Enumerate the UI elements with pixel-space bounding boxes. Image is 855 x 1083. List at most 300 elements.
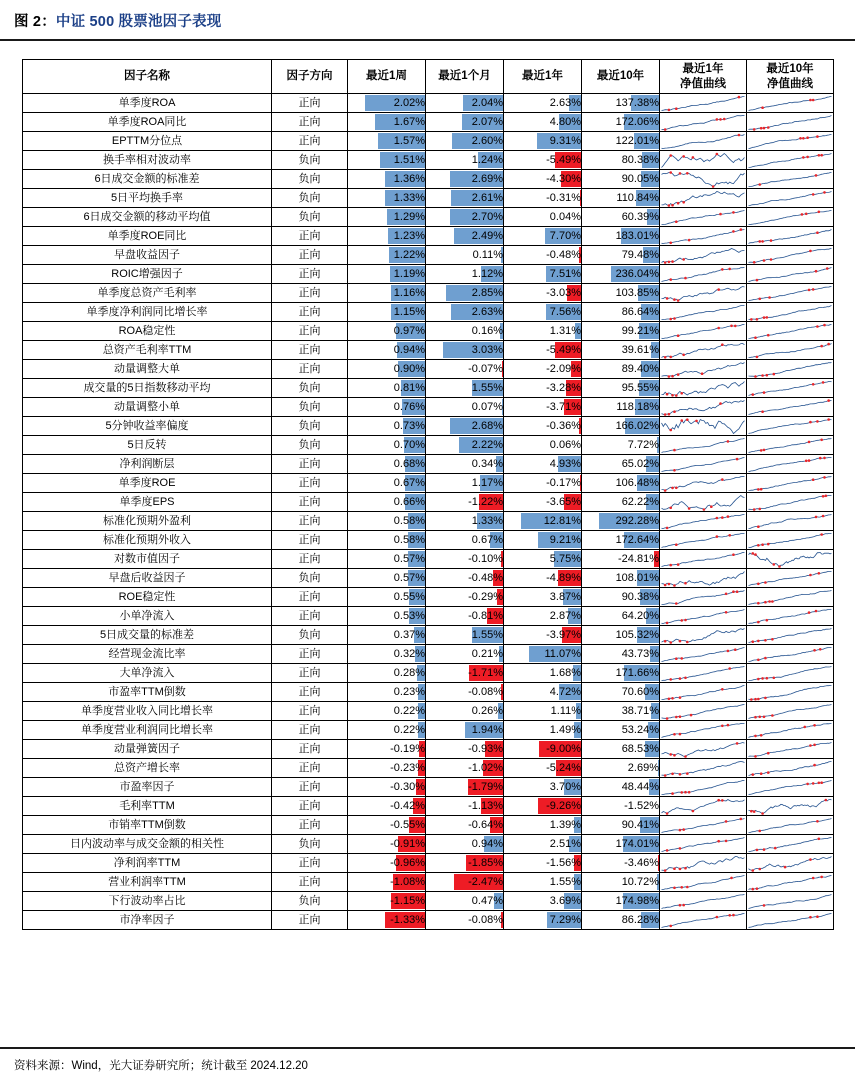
- sparkline-10y: [747, 607, 834, 626]
- table-row: [23, 607, 834, 626]
- value-label: 2.68%: [471, 420, 503, 432]
- th-last-week: 最近1周: [348, 60, 426, 94]
- cell-last-month: [426, 265, 504, 284]
- value-label: 1.17%: [471, 477, 503, 489]
- value-label: 171.66%: [615, 667, 659, 679]
- table-row: [23, 531, 834, 550]
- cell-last-year: [504, 569, 582, 588]
- cell-last-year: [504, 113, 582, 132]
- cell-last-year: [504, 892, 582, 911]
- value-label: 1.94%: [471, 724, 503, 736]
- value-label: 0.26%: [471, 705, 503, 717]
- cell-factor-direction: 正向: [272, 113, 348, 132]
- sparkline-10y: [747, 892, 834, 911]
- cell-last-10-years: [582, 113, 660, 132]
- sparkline-1y: [660, 151, 747, 170]
- cell-factor-direction: 负向: [272, 835, 348, 854]
- cell-factor-name: 市盈率因子: [23, 778, 272, 797]
- sparkline-1y: [660, 322, 747, 341]
- table-row: [23, 835, 834, 854]
- cell-factor-name: 市净率因子: [23, 911, 272, 930]
- cell-factor-direction: 正向: [272, 360, 348, 379]
- value-label: 1.22%: [393, 249, 425, 261]
- value-label: 236.04%: [615, 268, 659, 280]
- value-label: 0.57%: [393, 553, 425, 565]
- sparkline-10y: [747, 94, 834, 113]
- sparkline-1y: [660, 208, 747, 227]
- sparkline-1y: [660, 132, 747, 151]
- sparkline-1y: [660, 664, 747, 683]
- cell-last-week: [348, 151, 426, 170]
- table-row: [23, 493, 834, 512]
- cell-last-week: [348, 626, 426, 645]
- value-label: 79.48%: [621, 249, 659, 261]
- cell-last-week: [348, 303, 426, 322]
- cell-last-week: [348, 246, 426, 265]
- cell-last-week: [348, 360, 426, 379]
- cell-factor-name: 营业利润率TTM: [23, 873, 272, 892]
- value-label: 2.60%: [471, 135, 503, 147]
- cell-factor-direction: 负向: [272, 626, 348, 645]
- cell-factor-direction: 正向: [272, 797, 348, 816]
- value-label: 5.75%: [549, 553, 581, 565]
- cell-last-10-years: [582, 493, 660, 512]
- sparkline-1y: [660, 835, 747, 854]
- sparkline-1y: [660, 379, 747, 398]
- sparkline-1y: [660, 702, 747, 721]
- cell-factor-name: 净利润断层: [23, 455, 272, 474]
- cell-last-10-years: [582, 455, 660, 474]
- cell-last-10-years: [582, 607, 660, 626]
- value-label: 0.70%: [393, 439, 425, 451]
- cell-factor-name: 市盈率TTM倒数: [23, 683, 272, 702]
- table-row: [23, 683, 834, 702]
- cell-last-month: [426, 94, 504, 113]
- cell-last-month: [426, 132, 504, 151]
- value-label: 7.56%: [549, 306, 581, 318]
- cell-last-week: [348, 683, 426, 702]
- cell-factor-direction: 负向: [272, 170, 348, 189]
- value-label: 0.68%: [393, 458, 425, 470]
- cell-factor-name: 毛利率TTM: [23, 797, 272, 816]
- value-label: 0.57%: [393, 572, 425, 584]
- value-label: 0.94%: [393, 344, 425, 356]
- value-label: 1.23%: [393, 230, 425, 242]
- cell-last-year: [504, 531, 582, 550]
- sparkline-10y: [747, 778, 834, 797]
- sparkline-1y: [660, 417, 747, 436]
- cell-factor-name: 动量调整大单: [23, 360, 272, 379]
- cell-last-year: [504, 683, 582, 702]
- cell-factor-name: 动量调整小单: [23, 398, 272, 417]
- value-label: 89.40%: [621, 363, 659, 375]
- cell-last-year: [504, 493, 582, 512]
- cell-last-10-years: [582, 512, 660, 531]
- value-label: 1.36%: [393, 173, 425, 185]
- cell-factor-direction: 正向: [272, 759, 348, 778]
- cell-last-year: [504, 664, 582, 683]
- cell-last-10-years: [582, 740, 660, 759]
- sparkline-1y: [660, 455, 747, 474]
- sparkline-1y: [660, 284, 747, 303]
- sparkline-10y: [747, 588, 834, 607]
- cell-factor-name: 单季度总资产毛利率: [23, 284, 272, 303]
- value-label: 7.51%: [549, 268, 581, 280]
- sparkline-10y: [747, 835, 834, 854]
- value-label: 11.07%: [544, 648, 581, 660]
- sparkline-10y: [747, 265, 834, 284]
- cell-last-10-years: [582, 398, 660, 417]
- cell-last-10-years: [582, 835, 660, 854]
- sparkline-1y: [660, 493, 747, 512]
- value-label: 86.28%: [621, 914, 659, 926]
- sparkline-10y: [747, 873, 834, 892]
- value-label: 9.21%: [549, 534, 581, 546]
- value-label: 90.05%: [621, 173, 659, 185]
- value-label: 90.38%: [621, 591, 659, 603]
- cell-last-week: [348, 341, 426, 360]
- cell-last-week: [348, 474, 426, 493]
- table-row: [23, 911, 834, 930]
- cell-factor-direction: 正向: [272, 816, 348, 835]
- cell-factor-direction: 负向: [272, 892, 348, 911]
- cell-factor-direction: 负向: [272, 417, 348, 436]
- sparkline-1y: [660, 360, 747, 379]
- cell-last-10-years: [582, 664, 660, 683]
- value-label: -0.81%: [468, 610, 503, 622]
- cell-last-week: [348, 493, 426, 512]
- cell-factor-name: 市销率TTM倒数: [23, 816, 272, 835]
- value-label: 0.67%: [393, 477, 425, 489]
- value-label: 174.98%: [615, 895, 659, 907]
- table-row: [23, 740, 834, 759]
- value-label: 172.06%: [615, 116, 659, 128]
- value-label: 99.21%: [621, 325, 659, 337]
- cell-factor-direction: 正向: [272, 607, 348, 626]
- value-label: 9.31%: [549, 135, 581, 147]
- cell-last-month: [426, 398, 504, 417]
- th-last-10-years: 最近10年: [582, 60, 660, 94]
- value-label: 0.94%: [471, 838, 503, 850]
- cell-factor-direction: 正向: [272, 683, 348, 702]
- cell-factor-direction: 正向: [272, 341, 348, 360]
- table-row: [23, 360, 834, 379]
- cell-last-month: [426, 360, 504, 379]
- cell-last-week: [348, 854, 426, 873]
- table-row: [23, 512, 834, 531]
- cell-last-year: [504, 303, 582, 322]
- table-body: [23, 94, 834, 930]
- cell-factor-direction: 正向: [272, 474, 348, 493]
- value-label: 86.64%: [621, 306, 659, 318]
- cell-last-month: [426, 854, 504, 873]
- table-row: [23, 664, 834, 683]
- sparkline-10y: [747, 189, 834, 208]
- cell-last-week: [348, 607, 426, 626]
- value-label: -0.10%: [468, 553, 503, 565]
- sparkline-10y: [747, 170, 834, 189]
- value-label: -5.24%: [546, 762, 581, 774]
- sparkline-1y: [660, 873, 747, 892]
- value-label: 80.38%: [621, 154, 659, 166]
- cell-last-year: [504, 835, 582, 854]
- table-row: [23, 189, 834, 208]
- cell-last-10-years: [582, 94, 660, 113]
- cell-last-week: [348, 455, 426, 474]
- value-label: 1.19%: [393, 268, 425, 280]
- value-label: 43.73%: [621, 648, 659, 660]
- table-row: [23, 322, 834, 341]
- cell-last-10-years: [582, 341, 660, 360]
- table-row: [23, 284, 834, 303]
- cell-factor-name: 净利润率TTM: [23, 854, 272, 873]
- cell-factor-name: 6日成交金额的移动平均值: [23, 208, 272, 227]
- cell-factor-name: 单季度ROA: [23, 94, 272, 113]
- th-factor-direction: 因子方向: [272, 60, 348, 94]
- sparkline-10y: [747, 531, 834, 550]
- sparkline-1y: [660, 227, 747, 246]
- value-label: 0.73%: [393, 420, 425, 432]
- value-label: 0.28%: [393, 667, 425, 679]
- table-row: [23, 854, 834, 873]
- cell-last-year: [504, 778, 582, 797]
- cell-factor-direction: 正向: [272, 721, 348, 740]
- sparkline-10y: [747, 683, 834, 702]
- value-label: 0.07%: [471, 401, 503, 413]
- sparkline-1y: [660, 170, 747, 189]
- cell-last-month: [426, 664, 504, 683]
- cell-last-10-years: [582, 721, 660, 740]
- sparkline-1y: [660, 645, 747, 664]
- value-label: 0.21%: [471, 648, 503, 660]
- cell-factor-direction: 正向: [272, 132, 348, 151]
- cell-last-month: [426, 170, 504, 189]
- cell-last-10-years: [582, 284, 660, 303]
- sparkline-10y: [747, 303, 834, 322]
- sparkline-10y: [747, 816, 834, 835]
- cell-factor-name: 5分钟收益率偏度: [23, 417, 272, 436]
- sparkline-10y: [747, 512, 834, 531]
- cell-factor-direction: 正向: [272, 227, 348, 246]
- cell-last-year: [504, 873, 582, 892]
- value-label: 0.66%: [393, 496, 425, 508]
- value-label: 70.60%: [621, 686, 659, 698]
- value-label: -1.22%: [468, 496, 503, 508]
- sparkline-10y: [747, 246, 834, 265]
- value-label: -0.30%: [390, 781, 425, 793]
- cell-factor-name: 动量弹簧因子: [23, 740, 272, 759]
- value-label: 110.84%: [616, 192, 659, 204]
- value-label: 2.22%: [471, 439, 503, 451]
- cell-factor-name: 单季度营业利润同比增长率: [23, 721, 272, 740]
- cell-last-year: [504, 208, 582, 227]
- cell-factor-name: 单季度营业收入同比增长率: [23, 702, 272, 721]
- value-label: -0.07%: [468, 363, 503, 375]
- cell-factor-direction: 正向: [272, 740, 348, 759]
- cell-factor-name: 单季度ROE同比: [23, 227, 272, 246]
- cell-factor-name: 总资产毛利率TTM: [23, 341, 272, 360]
- cell-last-week: [348, 436, 426, 455]
- cell-last-10-years: [582, 436, 660, 455]
- th-nav-curve-10y: [747, 60, 834, 94]
- cell-last-month: [426, 835, 504, 854]
- cell-last-10-years: [582, 873, 660, 892]
- table-row: [23, 417, 834, 436]
- table-row: [23, 550, 834, 569]
- value-label: -1.85%: [468, 857, 503, 869]
- cell-factor-name: EPTTM分位点: [23, 132, 272, 151]
- value-label: -3.28%: [546, 382, 581, 394]
- value-label: 1.55%: [471, 629, 503, 641]
- table-row: [23, 873, 834, 892]
- figure-title: [0, 0, 855, 41]
- value-label: 90.41%: [621, 819, 659, 831]
- value-label: -0.93%: [468, 743, 503, 755]
- cell-last-10-years: [582, 759, 660, 778]
- cell-last-month: [426, 569, 504, 588]
- cell-factor-name: 对数市值因子: [23, 550, 272, 569]
- cell-last-month: [426, 588, 504, 607]
- value-label: -0.91%: [390, 838, 425, 850]
- value-label: -3.71%: [546, 401, 581, 413]
- cell-factor-direction: 正向: [272, 303, 348, 322]
- cell-factor-name: 下行波动率占比: [23, 892, 272, 911]
- value-label: 0.22%: [393, 724, 425, 736]
- cell-factor-name: ROE稳定性: [23, 588, 272, 607]
- cell-last-month: [426, 284, 504, 303]
- cell-last-10-years: [582, 569, 660, 588]
- value-label: -4.30%: [546, 173, 581, 185]
- cell-factor-name: 小单净流入: [23, 607, 272, 626]
- cell-factor-direction: 负向: [272, 569, 348, 588]
- sparkline-10y: [747, 550, 834, 569]
- sparkline-1y: [660, 246, 747, 265]
- table-header-row: [23, 60, 834, 94]
- value-label: -3.46%: [624, 857, 659, 869]
- value-label: -2.47%: [468, 876, 503, 888]
- value-label: 2.07%: [471, 116, 503, 128]
- sparkline-10y: [747, 626, 834, 645]
- value-label: -1.79%: [468, 781, 503, 793]
- cell-last-year: [504, 417, 582, 436]
- sparkline-10y: [747, 702, 834, 721]
- sparkline-1y: [660, 797, 747, 816]
- factor-performance-table: [22, 59, 834, 930]
- cell-last-year: [504, 626, 582, 645]
- value-label: -5.49%: [546, 344, 581, 356]
- value-label: 1.68%: [549, 667, 581, 679]
- cell-factor-direction: 正向: [272, 550, 348, 569]
- cell-factor-name: 换手率相对波动率: [23, 151, 272, 170]
- cell-last-year: [504, 645, 582, 664]
- value-label: 0.58%: [393, 534, 425, 546]
- value-label: 3.03%: [471, 344, 503, 356]
- sparkline-10y: [747, 854, 834, 873]
- cell-last-month: [426, 550, 504, 569]
- cell-factor-direction: 负向: [272, 189, 348, 208]
- value-label: 0.23%: [393, 686, 425, 698]
- sparkline-10y: [747, 341, 834, 360]
- table-row: [23, 892, 834, 911]
- value-label: 0.67%: [471, 534, 503, 546]
- cell-factor-direction: 正向: [272, 455, 348, 474]
- table-row: [23, 379, 834, 398]
- table-row: [23, 626, 834, 645]
- cell-last-month: [426, 531, 504, 550]
- cell-last-week: [348, 417, 426, 436]
- cell-last-month: [426, 873, 504, 892]
- cell-last-year: [504, 759, 582, 778]
- value-label: 39.61%: [621, 344, 659, 356]
- cell-last-week: [348, 550, 426, 569]
- sparkline-10y: [747, 664, 834, 683]
- cell-last-10-years: [582, 227, 660, 246]
- cell-last-week: [348, 721, 426, 740]
- cell-last-10-years: [582, 588, 660, 607]
- value-label: -1.15%: [390, 895, 425, 907]
- value-label: 1.51%: [393, 154, 425, 166]
- cell-last-10-years: [582, 854, 660, 873]
- cell-last-year: [504, 550, 582, 569]
- value-label: -0.23%: [390, 762, 425, 774]
- cell-last-month: [426, 341, 504, 360]
- cell-factor-name: 5日反转: [23, 436, 272, 455]
- value-label: 106.48%: [615, 477, 659, 489]
- value-label: 60.39%: [621, 211, 659, 223]
- sparkline-10y: [747, 569, 834, 588]
- cell-last-year: [504, 911, 582, 930]
- cell-last-10-years: [582, 645, 660, 664]
- value-label: -24.81%: [618, 553, 659, 565]
- cell-factor-direction: 正向: [272, 493, 348, 512]
- value-label: 0.47%: [471, 895, 503, 907]
- cell-factor-name: 总资产增长率: [23, 759, 272, 778]
- cell-factor-direction: 正向: [272, 322, 348, 341]
- value-label: 10.72%: [621, 876, 659, 888]
- sparkline-1y: [660, 550, 747, 569]
- table-row: [23, 265, 834, 284]
- value-label: 122.01%: [615, 135, 659, 147]
- table-row: [23, 816, 834, 835]
- cell-last-month: [426, 645, 504, 664]
- cell-last-week: [348, 645, 426, 664]
- th-nav-curve-1y: [660, 60, 747, 94]
- sparkline-1y: [660, 588, 747, 607]
- cell-last-year: [504, 189, 582, 208]
- sparkline-1y: [660, 626, 747, 645]
- value-label: 12.81%: [543, 515, 581, 527]
- figure-title-text: 中证 500 股票池因子表现: [55, 14, 222, 30]
- table-row: [23, 797, 834, 816]
- value-label: 292.28%: [615, 515, 659, 527]
- cell-last-month: [426, 797, 504, 816]
- value-label: -9.00%: [546, 743, 581, 755]
- value-label: -1.13%: [468, 800, 503, 812]
- value-label: 1.49%: [549, 724, 581, 736]
- value-label: -0.42%: [390, 800, 425, 812]
- table-row: [23, 113, 834, 132]
- cell-factor-direction: 负向: [272, 436, 348, 455]
- value-label: 38.71%: [621, 705, 659, 717]
- value-label: 0.22%: [393, 705, 425, 717]
- cell-factor-direction: 正向: [272, 588, 348, 607]
- cell-last-week: [348, 892, 426, 911]
- cell-last-month: [426, 151, 504, 170]
- sparkline-1y: [660, 341, 747, 360]
- cell-last-week: [348, 322, 426, 341]
- value-label: 1.67%: [393, 116, 425, 128]
- value-label: -1.08%: [390, 876, 425, 888]
